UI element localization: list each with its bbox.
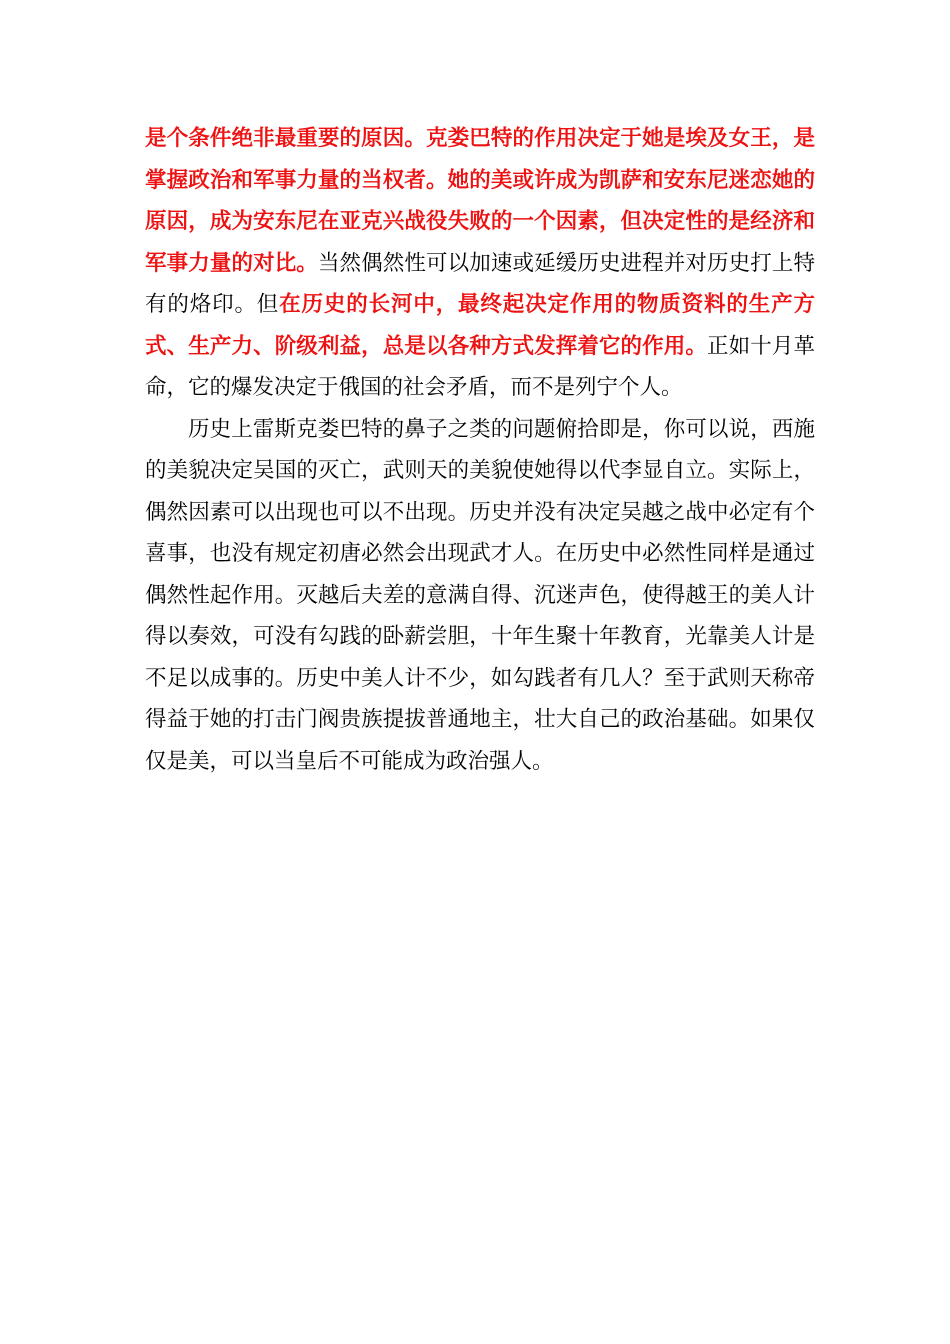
paragraph-1 (145, 118, 815, 409)
highlighted-text-run: 在历史的长河中，最终起决定作用的物质资料的生产方式、生产力、阶级利益，总是以各种方式发挥着它的作用。 (145, 292, 815, 359)
document-body (145, 118, 815, 782)
text-run: 当然偶然性可以加速或延缓历史进程并对历史打上特有的烙印。但 (145, 250, 815, 317)
text-run: 正如十月革命，它的爆发决定于俄国的社会矛盾，而不是列宁个人。 (145, 333, 815, 400)
highlighted-text-run: 是个条件绝非最重要的原因。克娄巴特的作用决定于她是埃及女王，是掌握政治和军事力量的当权者。她的美或许成为凯萨和安东尼迷恋她的原因，成为安东尼在亚克兴战役失败的一个因素，但决定性的是经济和军事力量的对比。 (145, 126, 815, 276)
paragraph-2 (145, 409, 815, 783)
text-run: 历史上雷斯克娄巴特的鼻子之类的问题俯拾即是，你可以说，西施的美貌决定吴国的灭亡，武则天的美貌使她得以代李显自立。实际上，偶然因素可以出现也可以不出现。历史并没有决定吴越之战中必定有个喜事，也没有规定初唐必然会出现武才人。在历史中必然性同样是通过偶然性起作用。灭越后夫差的意满自得、沉迷声色，使得越王的美人计得以奏效，可没有勾践的卧薪尝胆，十年生聚十年教育，光靠美人计是不足以成事的。历史中美人计不少，如勾践者有几人？至于武则天称帝得益于她的打击门阀贵族提拔普通地主，壮大自己的政治基础。如果仅仅是美，可以当皇后不可能成为政治强人。 (145, 416, 815, 774)
